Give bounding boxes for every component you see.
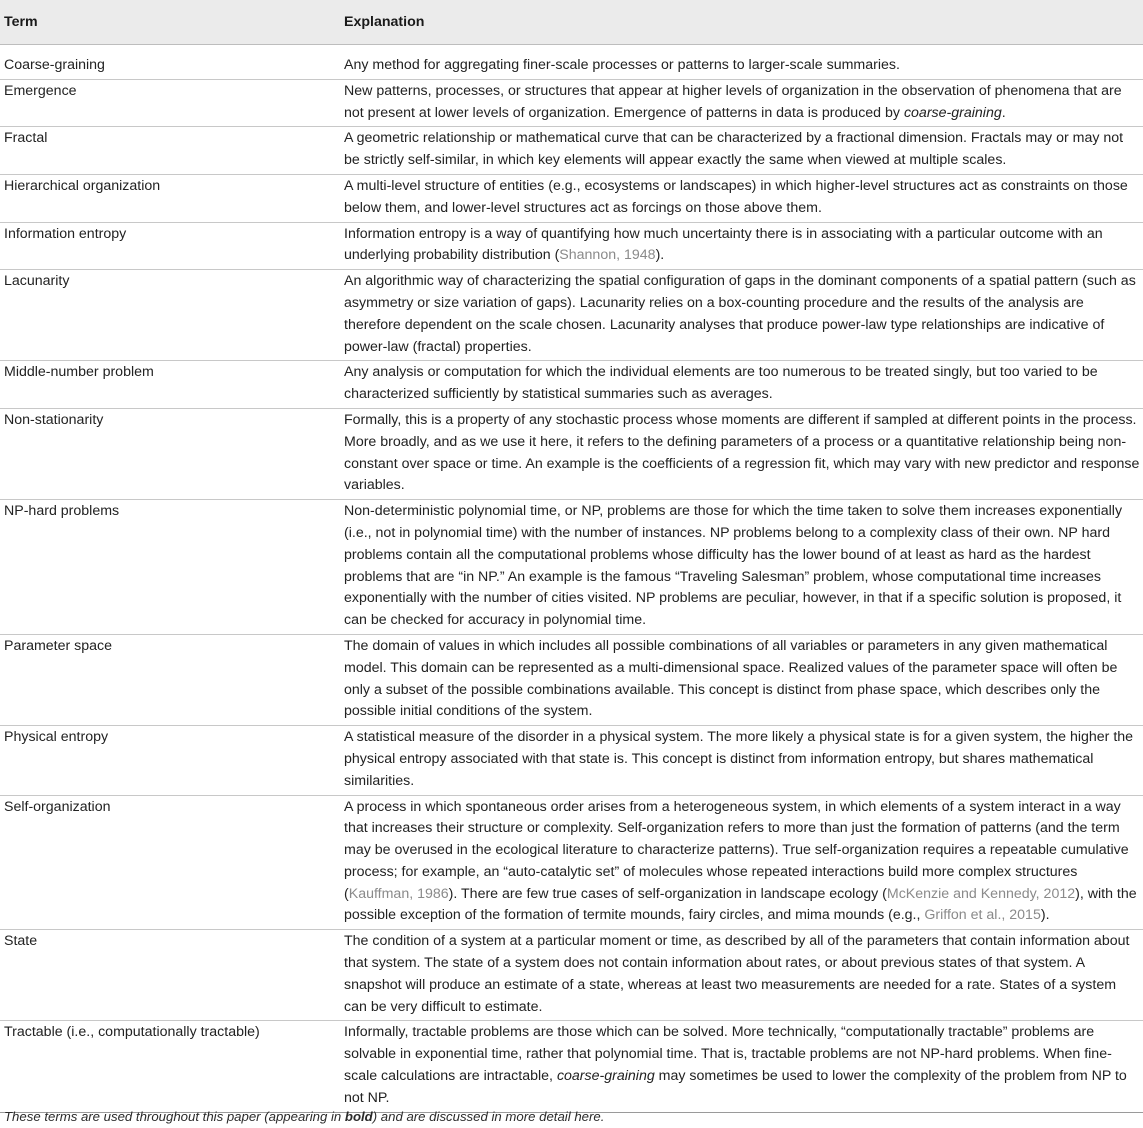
header-term: Term [4,14,38,30]
explanation-text: may sometimes be used to lower the complexity of the problem from NP to not NP. [344,1068,1127,1106]
term-cell: Coarse-graining [4,57,105,73]
explanation-text: ). [655,247,665,264]
footnote-text: ) and are discussed in more detail here. [372,1109,605,1124]
citation-link[interactable]: McKenzie and Kennedy, 2012 [886,885,1076,902]
term-cell: Physical entropy [4,729,109,746]
header-explanation: Explanation [344,14,425,30]
footnote-bold: bold [344,1109,373,1124]
explanation-cell: A geometric relationship or mathematical curve that can be characterized by a fractional dimension. Fractals may or may not be strictly self-similar, in which key elements will appear exactly the same when viewed at multiple scales. [344,130,1124,169]
explanation-text: A process in which spontaneous order arises from a heterogeneous system, in which elements of a system interact in a way that increases their structure or complexity. Self-organization refers to more than just the formation of patterns (and the term may be overused in the ecological literature to characterize patterns). True self-organization requires a repeatable cumulative process; for example, an “auto-catalytic set” of molecules whose repeated interactions build more complex structures ( [344,798,1129,902]
table-footnote [4,1108,604,1126]
term-cell: Hierarchical organization [4,177,161,194]
term-cell: Information entropy [4,225,127,242]
term-cell: Lacunarity [4,273,70,290]
citation-link[interactable]: Kauffman, 1986 [348,885,449,902]
explanation-text: Informally, tractable problems are those which can be solved. More technically, “computationally tractable” problems are solvable in exponential time, rather that polynomial time. That is, tractable problems are not NP-hard problems. When fine-scale calculations are intractable, [344,1024,1112,1085]
explanation-text: Information entropy is a way of quantifying how much uncertainty there is in associating with a particular outcome with an underlying probability distribution ( [344,225,1103,264]
footnote-text: These terms are used throughout this paper (appearing in [4,1109,345,1124]
explanation-cell: Any analysis or computation for which the individual elements are too numerous to be treated singly, but too varied to be characterized sufficiently by statistical summaries such as averages. [344,364,1098,403]
table-row [0,635,1143,726]
term-cell: Middle-number problem [4,364,154,381]
table-row [0,1021,1143,1112]
term-cell: Parameter space [4,637,113,654]
explanation-cell: The condition of a system at a particular moment or time, as described by all of the parameters that contain information about that system. The state of a system does not contain information about rates, or about previous states of that system. A snapshot will produce an estimate of a state, whereas at least two measurements are needed for a rate. States of a system can be very difficult to estimate. [344,933,1130,1015]
table-row [0,80,1143,128]
term-cell: Fractal [4,130,48,147]
explanation-cell [344,224,1140,268]
table-row [0,500,1143,635]
table-row [0,409,1143,500]
term-cell: Tractable (i.e., computationally tractable) [4,1024,260,1041]
explanation-cell: Any method for aggregating finer-scale processes or patterns to larger-scale summaries. [344,57,900,73]
explanation-cell [344,797,1140,928]
table-row [0,930,1143,1021]
explanation-cell [344,1022,1140,1109]
term-cell: NP-hard problems [4,503,120,520]
explanation-text: ), with the possible exception of the formation of termite mounds, fairy circles, and mima mounds (e.g., [344,885,1137,924]
explanation-text: ). There are few true cases of self-organization in landscape ecology ( [448,885,887,902]
table-row [0,361,1143,409]
term-cell: Emergence [4,82,77,99]
table-body [0,54,1143,1113]
table-row [0,726,1143,795]
term-cell: Self-organization [4,798,111,815]
explanation-cell: A multi-level structure of entities (e.g., ecosystems or landscapes) in which higher-level structures act as constraints on those below them, and lower-level structures act as forcings on those above them. [344,177,1128,216]
citation-link[interactable]: Griffon et al., 2015 [924,907,1041,924]
table-header [0,0,1143,45]
table-row [0,796,1143,931]
explanation-cell: Non-deterministic polynomial time, or NP, problems are those for which the time taken to solve them increases exponentially (i.e., not in polynomial time) with the number of instances. NP problems belong to a complexity class of their own. NP hard problems contain all the computational problems whose difficulty has the lower bound of at least as hard as the hardest problems that are “in NP.” An example is the famous “Traveling Salesman” problem, whose computational time increases exponentially with the number of cities visited. NP problems are peculiar, however, in that if a specific solution is proposed, it can be checked for accuracy in polynomial time. [344,503,1123,629]
explanation-cell [344,81,1140,125]
term-cell: Non-stationarity [4,411,104,428]
table-row [0,223,1143,271]
explanation-emphasis: coarse-graining [556,1068,655,1085]
explanation-cell: An algorithmic way of characterizing the spatial configuration of gaps in the dominant components of a spatial pattern (such as asymmetry or size variation of gaps). Lacunarity relies on a box-counting procedure and the results of the analysis are therefore dependent on the scale chosen. Lacunarity analyses that produce power-law type relationships are indicative of power-law (fractal) properties. [344,273,1136,355]
explanation-cell: Formally, this is a property of any stochastic process whose moments are different if sampled at different points in the process. More broadly, and as we use it here, it refers to the defining parameters of a process or a quantitative relationship being non-constant over space or time. An example is the coefficients of a regression fit, which may vary with new predictor and response variables. [344,411,1140,494]
explanation-cell: The domain of values in which includes all possible combinations of all variables or parameters in any given mathematical model. This domain can be represented as a multi-dimensional space. Realized values of the parameter space will often be only a subset of the possible combinations available. This concept is distinct from phase space, which describes only the possible initial conditions of the system. [344,637,1118,720]
term-cell: State [4,933,38,950]
explanation-text: ). [1040,907,1050,924]
explanation-cell: A statistical measure of the disorder in a physical system. The more likely a physical state is for a given system, the higher the physical entropy associated with that state is. This concept is distinct from information entropy, but shares mathematical similarities. [344,729,1134,789]
table-row [0,175,1143,223]
table-row [0,54,1143,80]
citation-link[interactable]: Shannon, 1948 [559,247,656,264]
explanation-text: . [1001,104,1006,121]
explanation-emphasis: coarse-graining [903,104,1002,121]
explanation-text: New patterns, processes, or structures that appear at higher levels of organization in the observation of phenomena that are not present at lower levels of organization. Emergence of patterns in data is produced by [344,82,1122,121]
table-row [0,270,1143,361]
table-row [0,127,1143,175]
